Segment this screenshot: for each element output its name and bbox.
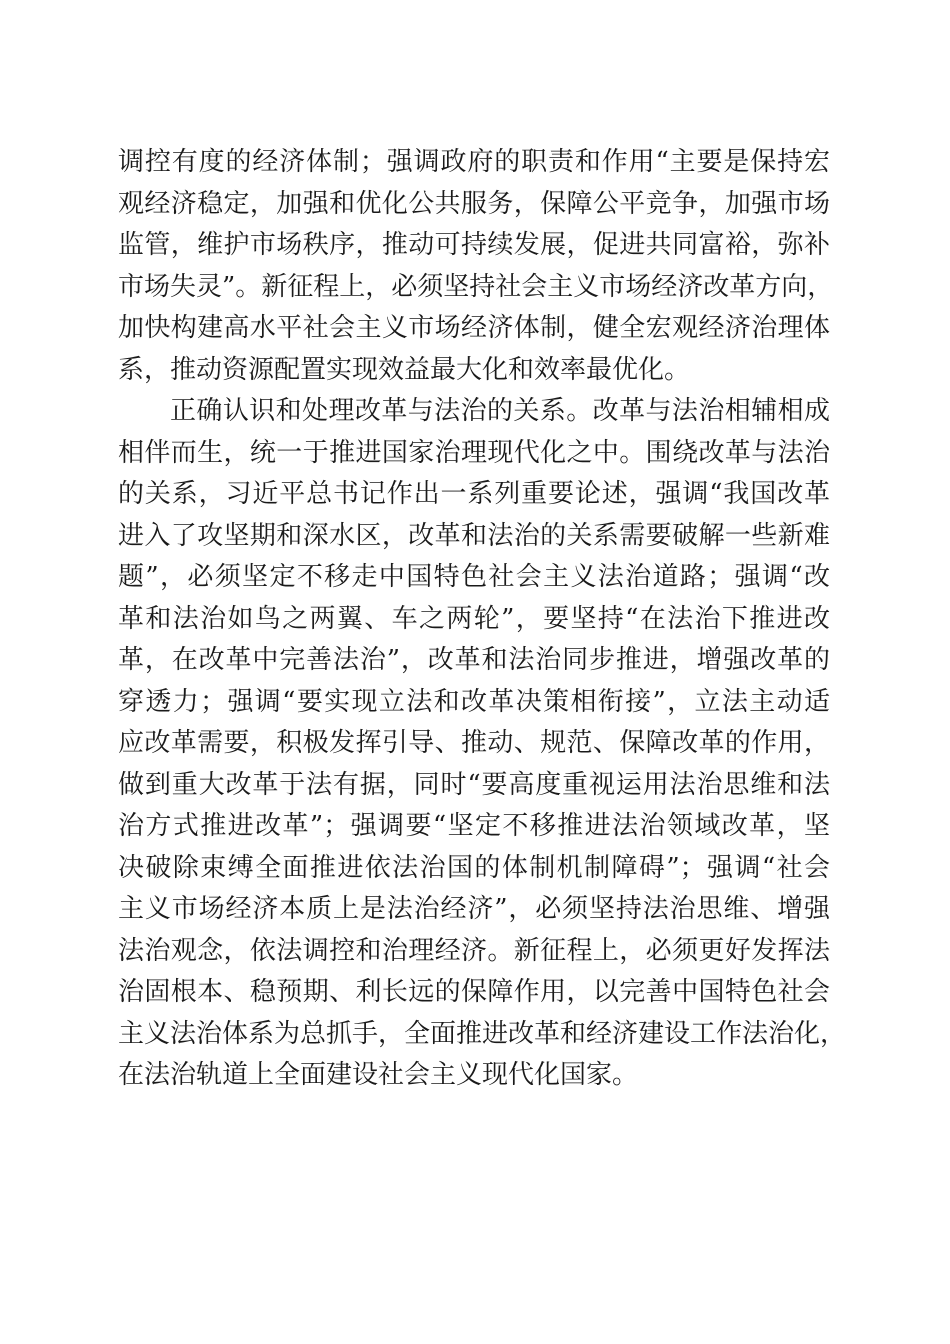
text-line: 应改革需要，积极发挥引导、推动、规范、保障改革的作用，: [118, 728, 830, 758]
text-line: 主义市场经济本质上是法治经济”，必须坚持法治思维、增强: [118, 894, 830, 924]
text-line: 进入了攻坚期和深水区，改革和法治的关系需要破解一些新难: [118, 520, 830, 551]
text-line: 调控有度的经济体制；强调政府的职责和作用“主要是保持宏: [118, 147, 830, 177]
text-line: 的关系，习近平总书记作出一系列重要论述，强调“我国改革: [118, 479, 830, 509]
text-line: 决破除束缚全面推进依法治国的体制机制障碍”；强调“社会: [118, 852, 830, 883]
paragraph-reform-and-rule-of-law: [118, 391, 847, 1097]
text-line: 做到重大改革于法有据，同时“要高度重视运用法治思维和法: [118, 769, 830, 800]
text-line: 监管，维护市场秩序，推动可持续发展，促进共同富裕，弥补: [118, 230, 830, 260]
text-line: 相伴而生，统一于推进国家治理现代化之中。围绕改革与法治: [118, 437, 830, 468]
paragraph-market-economy: [118, 142, 834, 391]
text-line: 题”，必须坚定不移走中国特色社会主义法治道路；强调“改: [118, 562, 830, 592]
document-body: [118, 142, 847, 1097]
text-line: 在法治轨道上全面建设社会主义现代化国家。: [118, 1060, 639, 1090]
text-line: 治方式推进改革”；强调要“坚定不移推进法治领域改革，坚: [118, 811, 830, 841]
text-line: 正确认识和处理改革与法治的关系。改革与法治相辅相成: [170, 396, 830, 426]
text-line: 穿透力；强调“要实现立法和改革决策相衔接”，立法主动适: [118, 686, 830, 717]
text-line: 观经济稳定，加强和优化公共服务，保障公平竞争，加强市场: [118, 188, 830, 219]
text-line: 系，推动资源配置实现效益最大化和效率最优化。: [118, 354, 691, 385]
text-line: 加快构建高水平社会主义市场经济体制，健全宏观经济治理体: [118, 313, 830, 343]
text-line: 市场失灵”。新征程上，必须坚持社会主义市场经济改革方向，: [118, 271, 834, 302]
text-line: 法治观念，依法调控和治理经济。新征程上，必须更好发挥法: [118, 935, 830, 966]
text-line: 主义法治体系为总抓手，全面推进改革和经济建设工作法治化，: [118, 1018, 847, 1049]
text-line: 革，在改革中完善法治”，改革和法治同步推进，增强改革的: [118, 645, 830, 675]
text-line: 革和法治如鸟之两翼、车之两轮”，要坚持“在法治下推进改: [118, 603, 830, 634]
text-line: 治固根本、稳预期、利长远的保障作用，以完善中国特色社会: [118, 977, 830, 1007]
